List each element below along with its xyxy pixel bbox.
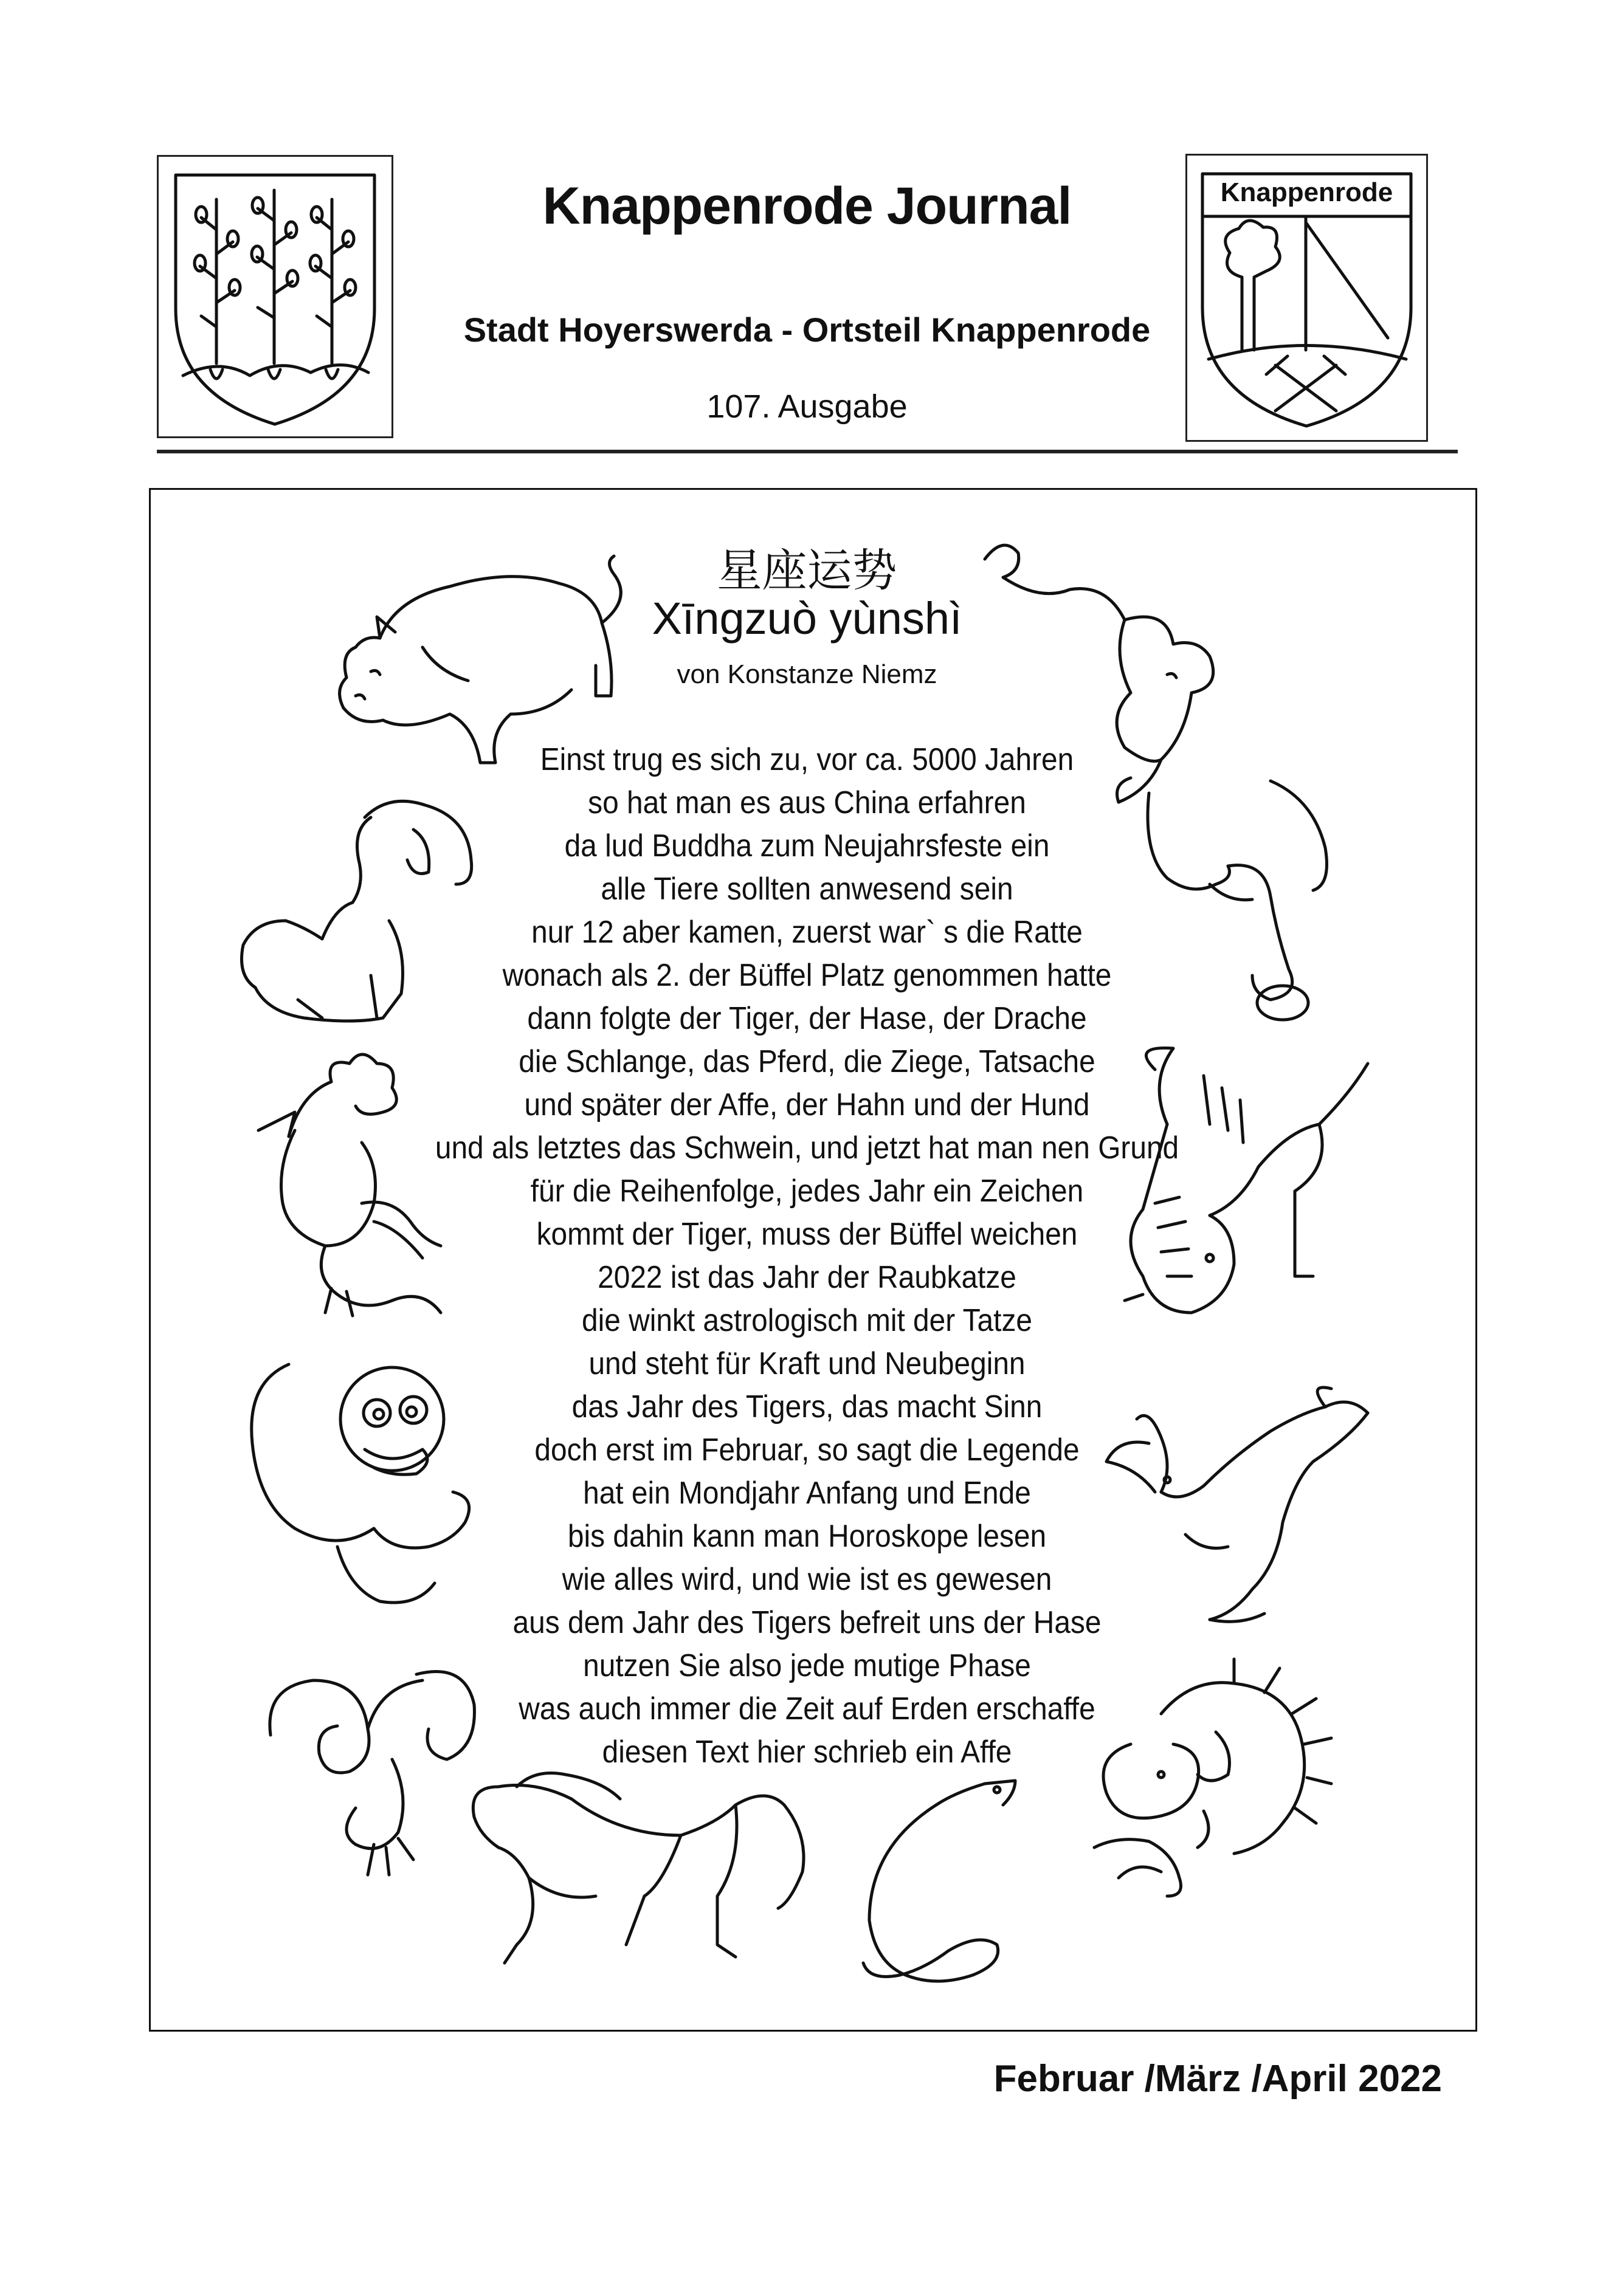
poem-line: nutzen Sie also jede mutige Phase <box>583 1648 1031 1683</box>
poem-line: alle Tiere sollten anwesend sein <box>601 871 1013 907</box>
poem-line: nur 12 aber kamen, zuerst war` s die Ratte <box>531 915 1083 950</box>
issue-number: 107. Ausgabe <box>706 388 908 425</box>
tiger-icon <box>1119 1045 1392 1349</box>
rabbit-icon <box>1100 1383 1386 1638</box>
poem-line: für die Reihenfolge, jedes Jahr ein Zeichen <box>530 1174 1084 1209</box>
poem-line: wonach als 2. der Büffel Platz genommen hatte <box>502 958 1112 993</box>
poem-line: diesen Text hier schrieb ein Affe <box>602 1734 1012 1770</box>
pig-icon <box>328 550 650 775</box>
journal-subtitle: Stadt Hoyerswerda - Ortsteil Knappenrode <box>463 311 1151 349</box>
poem-line: bis dahin kann man Horoskope lesen <box>567 1519 1047 1554</box>
right-crest-label: Knappenrode <box>1220 177 1393 207</box>
poem-line: da lud Buddha zum Neujahrsfeste ein <box>564 828 1050 864</box>
horse-icon <box>462 1762 827 1993</box>
dragon-icon <box>1082 1653 1337 1908</box>
goat-icon <box>246 1650 489 1881</box>
poem-line: aus dem Jahr des Tigers befreit uns der Hase <box>512 1605 1102 1640</box>
poem-line: hat ein Mondjahr Anfang und Ende <box>583 1476 1031 1511</box>
poem-author: von Konstanze Niemz <box>677 659 937 689</box>
poem-line: und später der Affe, der Hahn und der Hund <box>524 1087 1090 1122</box>
poem-line: die Schlange, das Pferd, die Ziege, Tatsache <box>519 1044 1095 1079</box>
poem-line: die winkt astrologisch mit der Tatze <box>582 1303 1032 1338</box>
issue-date: Februar /März /April 2022 <box>993 2058 1442 2100</box>
poem-line: was auch immer die Zeit auf Erden erschaffe <box>519 1691 1095 1727</box>
poem-line: das Jahr des Tigers, das macht Sinn <box>571 1389 1043 1425</box>
poem-title-hanzi: 星座运势 <box>717 545 897 597</box>
monkey-icon <box>234 1346 489 1614</box>
ox-icon <box>1131 763 1350 1036</box>
rooster-icon <box>240 1045 471 1331</box>
poem-line: doch erst im Februar, so sagt die Legende <box>534 1432 1080 1468</box>
poem-line: 2022 ist das Jahr der Raubkatze <box>598 1260 1016 1295</box>
poem-line: und als letztes das Schwein, und jetzt hat man nen Grund <box>435 1130 1179 1166</box>
poem-line: kommt der Tiger, muss der Büffel weichen <box>536 1217 1078 1252</box>
snake-icon <box>833 1768 1033 2012</box>
journal-title: Knappenrode Journal <box>542 177 1072 235</box>
poem-line: Einst trug es sich zu, vor ca. 5000 Jahren <box>540 742 1074 777</box>
poem-line: dann folgte der Tiger, der Hase, der Drache <box>527 1001 1087 1036</box>
poem-line: so hat man es aus China erfahren <box>588 785 1026 820</box>
poem-title-pinyin: Xīngzuò yùnshì <box>652 593 962 644</box>
header-divider <box>157 450 1458 453</box>
poem-line: wie alles wird, und wie ist es gewesen <box>562 1562 1052 1597</box>
dog-icon <box>231 793 486 1036</box>
poem-line: und steht für Kraft und Neubeginn <box>588 1346 1026 1381</box>
